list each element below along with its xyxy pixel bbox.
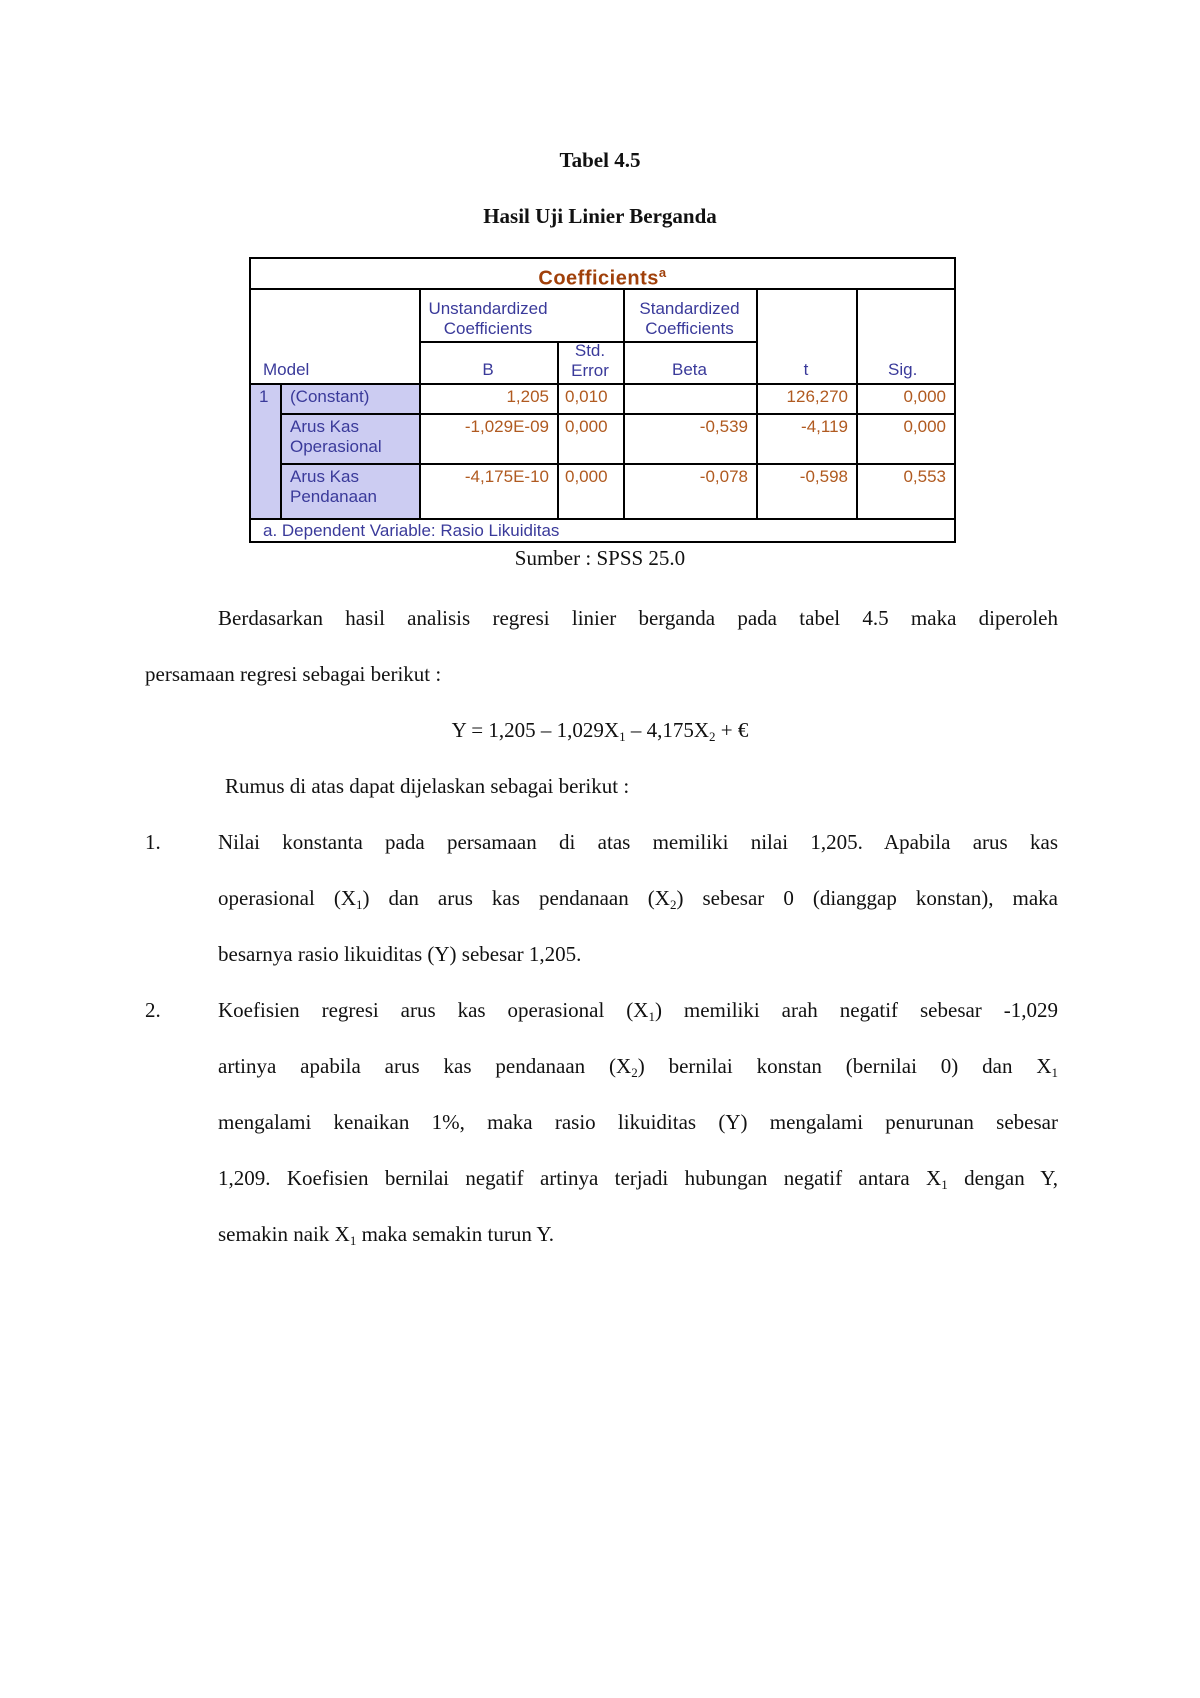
cell-beta-pendanaan: -0,078 xyxy=(699,467,748,486)
list-1-line-1: Nilai konstanta pada persamaan di atas memiliki nilai 1,205. Apabila arus kas xyxy=(218,830,1058,854)
rule-title xyxy=(251,288,954,290)
cell-se-operasional: 0,000 xyxy=(565,417,608,436)
header-std-group: Standardized Coefficients xyxy=(639,299,740,338)
row-label-constant: (Constant) xyxy=(290,387,370,406)
list-1-line-2-b: ) dan arus kas pendanaan (X xyxy=(362,886,670,910)
list-2-line-2-a: artinya apabila arus kas pendanaan (X xyxy=(218,1054,632,1078)
list-2-line-1-a: Koefisien regresi arus kas operasional (X xyxy=(218,998,649,1022)
table-caption-text: Coefficients xyxy=(538,267,659,290)
header-sig: Sig. xyxy=(888,360,918,379)
eq-part-1: Y = 1,205 – 1,029X xyxy=(451,718,620,742)
list-2-line-3: mengalami kenaikan 1%, maka rasio likuiditas (Y) mengalami penurunan sebesar xyxy=(218,1110,1058,1134)
table-caption-sup: a xyxy=(658,265,667,280)
header-model: Model xyxy=(263,360,310,379)
cell-b-constant: 1,205 xyxy=(506,387,549,406)
list-2-line-5-a: semakin naik X xyxy=(218,1222,350,1246)
list-2-line-2 xyxy=(218,1038,1058,1094)
intro-line-1: Berdasarkan hasil analisis regresi linier berganda pada tabel 4.5 maka diperoleh xyxy=(218,606,1058,630)
cell-sig-pendanaan: 0,553 xyxy=(903,467,946,486)
list-2-line-1-b: ) memiliki arah negatif sebesar -1,029 xyxy=(654,998,1058,1022)
list-marker-2: 2. xyxy=(145,998,161,1022)
cell-b-operasional: -1,029E-09 xyxy=(464,417,549,436)
header-unstd-group: Unstandardized Coefficients xyxy=(428,299,548,338)
list-2-line-1-sub: 1 xyxy=(648,1009,655,1024)
list-2-line-4 xyxy=(218,1150,1058,1206)
list-2-line-4-a: 1,209. Koefisien bernilai negatif artinya terjadi hubungan negatif antara X xyxy=(218,1166,942,1190)
cell-se-pendanaan: 0,000 xyxy=(565,467,608,486)
row-label-arus-kas-operasional: Arus Kas Operasional xyxy=(290,417,382,456)
list-2-line-5-sub: 1 xyxy=(349,1233,357,1248)
rule-header xyxy=(251,383,954,385)
eq-sub-2: 2 xyxy=(708,729,716,744)
cell-t-constant: 126,270 xyxy=(786,387,848,406)
list-2-line-2-sub: 2 xyxy=(631,1065,638,1080)
table-caption xyxy=(251,263,954,290)
list-1-line-2 xyxy=(218,870,1058,926)
eq-sub-1: 1 xyxy=(619,729,626,744)
list-2-line-5 xyxy=(218,1206,1058,1262)
list-1-line-3: besarnya rasio likuiditas (Y) sebesar 1,205. xyxy=(218,942,582,966)
table-source: Sumber : SPSS 25.0 xyxy=(514,546,686,570)
cell-sig-operasional: 0,000 xyxy=(903,417,946,436)
cell-sig-constant: 0,000 xyxy=(903,387,946,406)
cell-t-operasional: -4,119 xyxy=(801,417,848,436)
explain-intro: Rumus di atas dapat dijelaskan sebagai berikut : xyxy=(225,774,630,798)
eq-part-3: + € xyxy=(715,718,749,742)
table-footnote: a. Dependent Variable: Rasio Likuiditas xyxy=(263,521,560,540)
header-t: t xyxy=(803,360,809,379)
intro-line-2: persamaan regresi sebagai berikut : xyxy=(145,662,442,686)
list-2-line-5-b: maka semakin turun Y. xyxy=(356,1222,555,1246)
cell-beta-operasional: -0,539 xyxy=(699,417,748,436)
list-2-line-4-sub: 1 xyxy=(941,1177,948,1192)
list-1-line-2-c: ) sebesar 0 (dianggap konstan), maka xyxy=(676,886,1058,910)
header-std-error: Std. Error xyxy=(571,341,609,380)
rule-footer xyxy=(251,518,954,520)
list-1-sub-1: 1 xyxy=(356,897,363,912)
list-2-line-2-sub-2: 1 xyxy=(1051,1065,1058,1080)
eq-part-2: – 4,175X xyxy=(625,718,709,742)
list-marker-1: 1. xyxy=(145,830,161,854)
table-number-heading: Tabel 4.5 xyxy=(559,148,641,172)
header-b: B xyxy=(482,360,494,379)
table-title-heading: Hasil Uji Linier Berganda xyxy=(483,204,717,228)
rule-row2 xyxy=(280,463,954,465)
model-number: 1 xyxy=(259,387,269,406)
cell-b-pendanaan: -4,175E-10 xyxy=(464,467,549,486)
list-1-line-2-a: operasional (X xyxy=(218,886,356,910)
row-label-arus-kas-pendanaan: Arus Kas Pendanaan xyxy=(290,467,377,506)
coefficients-table xyxy=(249,257,956,543)
list-2-line-2-b: ) bernilai konstan (bernilai 0) dan X xyxy=(637,1054,1052,1078)
list-1-sub-2: 2 xyxy=(669,897,677,912)
regression-equation xyxy=(0,702,1200,758)
list-2-line-4-b: dengan Y, xyxy=(947,1166,1058,1190)
rule-row1 xyxy=(280,413,954,415)
cell-se-constant: 0,010 xyxy=(565,387,608,406)
header-beta: Beta xyxy=(672,360,707,379)
list-2-line-1 xyxy=(218,982,1058,1038)
cell-t-pendanaan: -0,598 xyxy=(799,467,848,486)
